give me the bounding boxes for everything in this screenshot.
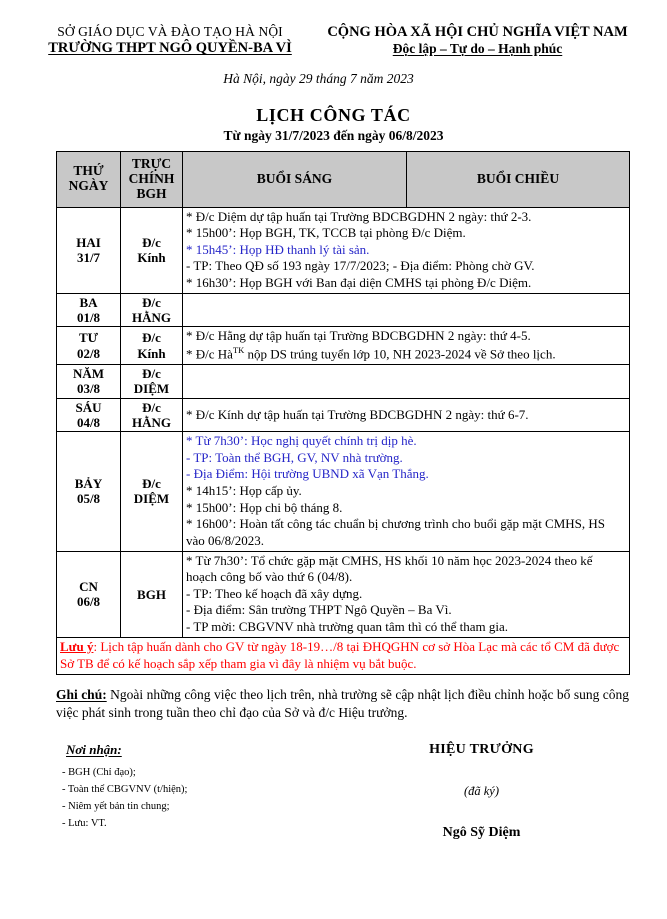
cell-activities (183, 398, 630, 432)
national-motto: Độc lập – Tự do – Hạnh phúc (392, 41, 563, 57)
activity-line: * Từ 7h30’: Học nghị quyết chính trị dịp hè. (186, 433, 417, 449)
duty-line2: DIỆM (133, 491, 170, 507)
national-title: CỘNG HÒA XÃ HỘI CHỦ NGHĨA VIỆT NAM (327, 24, 628, 40)
activity-line: * Đ/c Hằng dự tập huấn tại Trường BDCBGDHN 2 ngày: thứ 4-5. (186, 328, 531, 344)
table-row (57, 207, 630, 293)
column-header-duty-line3: BGH (136, 185, 167, 201)
duty-line1: Đ/c (142, 476, 161, 492)
page-title: LỊCH CÔNG TÁC (256, 105, 411, 126)
general-note-label: Ghi chú: (56, 686, 107, 702)
day-date: 01/8 (76, 310, 101, 326)
cell-day (57, 207, 121, 293)
cell-activities (183, 207, 630, 293)
important-note-label: Lưu ý (60, 638, 94, 654)
day-weekday: CN (79, 578, 98, 594)
signature-block (0, 722, 667, 841)
activity-line: - TP: Toàn thể BGH, GV, NV nhà trường. (186, 449, 403, 465)
activity-line: * 14h15’: Họp cấp ủy. (186, 483, 302, 499)
day-date: 31/7 (76, 250, 101, 266)
day-weekday: TƯ (78, 330, 99, 346)
important-note-text: : Lịch tập huấn dành cho GV từ ngày 18-19…/8 tại ĐHQGHN cơ sở Hòa Lạc mà các tổ CM đã được Sở TB để có kế hoạch sắp xếp tham gia vì đây là nhiệm vụ bắt buộc. (60, 638, 620, 671)
important-note (57, 637, 630, 674)
general-note-text: Ngoài những công việc theo lịch trên, nhà trường sẽ cập nhật lịch điều chỉnh hoặc bổ sung công việc phát sinh trong tuần theo chỉ đạo của Sở và đ/c Hiệu trưởng. (56, 686, 629, 720)
letterhead-right (314, 24, 641, 57)
activity-line: * Đ/c $Hà^{TK}$ nộp DS trúng tuyển lớp 10, NH 2023-2024 về Sở theo lịch. (186, 344, 556, 362)
duty-line1: BGH (137, 586, 166, 602)
cell-activities (183, 364, 630, 398)
duty-line1: Đ/c (142, 399, 161, 415)
day-weekday: BA (79, 294, 98, 310)
cell-day (57, 327, 121, 365)
school-name: TRƯỜNG THPT NGÔ QUYỀN-BA VÌ (48, 39, 292, 56)
cell-day (57, 364, 121, 398)
cell-activities (183, 432, 630, 551)
cell-duty-officer (121, 207, 183, 293)
duty-line1: Đ/c (142, 330, 161, 346)
duty-line2: DIỆM (133, 381, 170, 397)
table-row (57, 551, 630, 637)
department-name: SỞ GIÁO DỤC VÀ ĐÀO TẠO HÀ NỘI (57, 24, 283, 39)
principal-title: HIỆU TRƯỞNG (429, 741, 534, 757)
activity-line: * 16h00’: Hoàn tất công tác chuẩn bị chương trình cho buổi gặp mặt CMHS, HS vào 06/8/2023. (186, 516, 606, 548)
activity-line: - Địa điểm: Sân trường THPT Ngô Quyền – Ba Vì. (186, 602, 452, 618)
table-row (57, 398, 630, 432)
principal-block (356, 742, 629, 841)
activity-line: - TP: Theo kế hoạch đã xây dựng. (186, 585, 363, 601)
activity-line: * Từ 7h30’: Tổ chức gặp mặt CMHS, HS khối 10 năm học 2023-2024 theo kế hoạch công bố vào thứ 6 (04/8). (186, 552, 593, 585)
column-header-duty-line1: TRỰC (131, 156, 172, 172)
superscript-tk: TK (232, 344, 245, 355)
recipients-list (62, 764, 356, 832)
general-note (0, 675, 667, 722)
cell-activities (183, 551, 630, 637)
duty-line2: Kính (137, 345, 166, 361)
schedule-table-wrapper (0, 151, 667, 674)
cell-activities (183, 327, 630, 365)
signed-note: (đã ký) (463, 783, 500, 798)
activity-line: * 15h00’: Họp BGH, TK, TCCB tại phòng Đ/c Diệm. (186, 225, 466, 241)
table-row (57, 432, 630, 551)
activity-line: * Đ/c Diệm dự tập huấn tại Trường BDCBGDHN 2 ngày: thứ 2-3. (186, 208, 532, 224)
table-row (57, 364, 630, 398)
day-weekday: SÁU (75, 399, 102, 415)
schedule-table (56, 151, 630, 674)
recipients-block (56, 742, 356, 841)
cell-duty-officer (121, 432, 183, 551)
cell-duty-officer (121, 551, 183, 637)
column-header-duty-line2: CHÍNH (128, 170, 175, 186)
letterhead (0, 0, 667, 57)
cell-duty-officer (121, 293, 183, 327)
day-date: 03/8 (76, 381, 101, 397)
activity-line: - TP mời: CBGVNV nhà trường quan tâm thì có thể tham gia. (186, 619, 509, 635)
cell-day (57, 398, 121, 432)
activity-line: - Địa Điểm: Hội trường UBND xã Vạn Thắng. (186, 466, 429, 482)
duty-line1: Đ/c (142, 365, 161, 381)
cell-day (57, 551, 121, 637)
table-row (57, 293, 630, 327)
issue-date (0, 71, 667, 87)
column-header-afternoon: BUỔI CHIỀU (407, 152, 630, 208)
duty-line2: HẰNG (132, 414, 171, 430)
recipient-item: - BGH (Chỉ đạo); (62, 766, 136, 778)
table-body (57, 207, 630, 674)
column-header-duty (121, 152, 183, 208)
cell-day (57, 293, 121, 327)
cell-day (57, 432, 121, 551)
date-range: Từ ngày 31/7/2023 đến ngày 06/8/2023 (223, 128, 444, 144)
letterhead-left (26, 24, 314, 57)
cell-activities (183, 293, 630, 327)
activity-line: * 16h30’: Họp BGH với Ban đại diện CMHS tại phòng Đ/c Diệm. (186, 275, 532, 291)
issue-date-text: Hà Nội, ngày 29 tháng 7 năm 2023 (223, 71, 414, 87)
day-date: 02/8 (76, 345, 101, 361)
column-header-morning: BUỔI SÁNG (183, 152, 407, 208)
column-header-day-line2: NGÀY (68, 178, 109, 194)
day-weekday: NĂM (72, 365, 105, 381)
activity-line: * 15h00’: Họp chi bộ tháng 8. (186, 499, 343, 515)
recipients-title: Nơi nhận: (66, 741, 122, 757)
activity-line: - TP: Theo QĐ số 193 ngày 17/7/2023; - Địa điểm: Phòng chờ GV. (186, 258, 535, 274)
column-header-day (57, 152, 121, 208)
day-weekday: BẢY (74, 476, 103, 492)
recipient-item: - Lưu: VT. (62, 817, 107, 829)
table-row (57, 327, 630, 365)
column-header-day-line1: THỨ (73, 163, 104, 179)
recipient-item: - Toàn thể CBGVNV (t/hiện); (62, 783, 188, 795)
recipient-item: - Niêm yết bản tin chung; (62, 800, 170, 812)
table-header (57, 152, 630, 208)
activity-line: * 15h45’: Họp HĐ thanh lý tài sản. (186, 241, 370, 257)
day-date: 04/8 (76, 414, 101, 430)
day-date: 06/8 (76, 594, 101, 610)
principal-name: Ngô Sỹ Diệm (442, 824, 521, 840)
day-date: 05/8 (76, 491, 101, 507)
duty-line2: HẰNG (132, 310, 171, 326)
duty-line1: Đ/c (142, 294, 161, 310)
cell-duty-officer (121, 327, 183, 365)
cell-duty-officer (121, 398, 183, 432)
cell-duty-officer (121, 364, 183, 398)
table-header-row (57, 152, 630, 208)
table-note-row (57, 637, 630, 674)
duty-line2: Kính (137, 250, 166, 266)
day-weekday: HAI (76, 234, 101, 250)
duty-line1: Đ/c (142, 234, 161, 250)
activity-line: * Đ/c Kính dự tập huấn tại Trường BDCBGDHN 2 ngày: thứ 6-7. (186, 406, 529, 422)
